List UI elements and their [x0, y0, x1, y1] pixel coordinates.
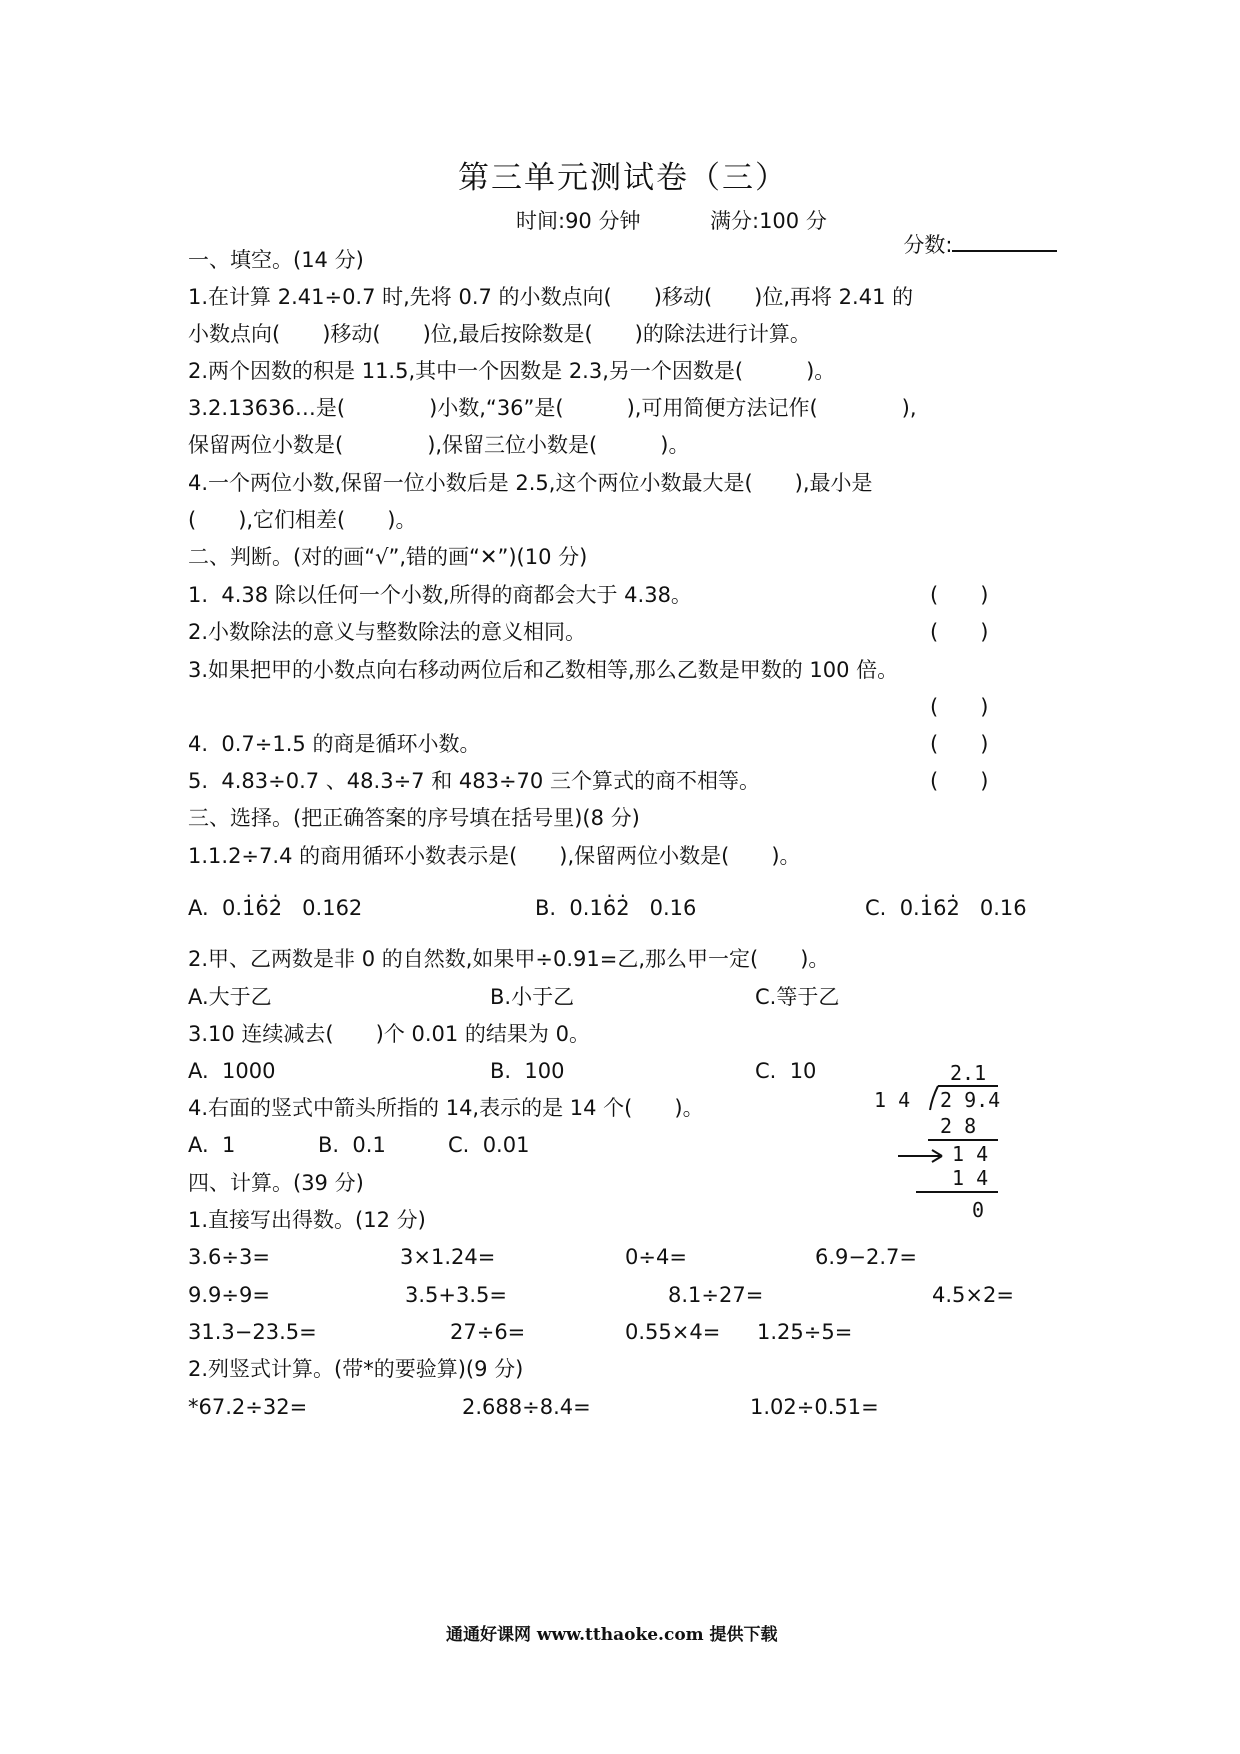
division-divisor: 1 4 — [874, 1088, 911, 1112]
page-title: 第三单元测试卷（三） — [458, 160, 788, 196]
calc-r1-c1: 3.6÷3= — [188, 1245, 270, 1269]
judge-paren-4: ( ) — [930, 732, 989, 756]
calc-r2-c1: 9.9÷9= — [188, 1283, 270, 1307]
choice-q1-a: A. 0.1̇6̇2̇ 0.162 — [188, 896, 363, 920]
calc-r1-c4: 6.9−2.7= — [815, 1245, 917, 1269]
calc-r4-c1: *67.2÷32= — [188, 1395, 308, 1419]
score-label-text: 分数: — [903, 233, 953, 257]
choice-q4-c: C. 0.01 — [448, 1133, 530, 1157]
division-step-1: 2 8 — [940, 1114, 977, 1138]
exam-time: 时间:90 分钟 — [516, 209, 641, 233]
calc-r2-c4: 4.5×2= — [932, 1283, 1014, 1307]
judge-item-5: 5. 4.83÷0.7 、48.3÷7 和 483÷70 三个算式的商不相等。 — [188, 769, 760, 793]
judge-paren-1: ( ) — [930, 583, 989, 607]
score-blank — [952, 232, 1057, 252]
s1-line-2: 小数点向( )移动( )位,最后按除数是( )的除法进行计算。 — [188, 322, 811, 346]
long-division-figure — [870, 1060, 1010, 1220]
choice-q2-a: A.大于乙 — [188, 985, 272, 1009]
choice-q4-a: A. 1 — [188, 1133, 236, 1157]
judge-paren-3: ( ) — [930, 695, 989, 719]
calc-sub-1: 1.直接写出得数。(12 分) — [188, 1208, 426, 1232]
s1-line-6: 4.一个两位小数,保留一位小数后是 2.5,这个两位小数最大是( ),最小是 — [188, 471, 873, 495]
calc-r3-c1: 31.3−23.5= — [188, 1320, 317, 1344]
division-bracket — [930, 1086, 938, 1110]
division-quotient: 2.1 — [950, 1061, 987, 1085]
s1-line-4: 3.2.13636…是( )小数,“36”是( ),可用简便方法记作( ), — [188, 396, 917, 420]
division-dividend: 2 9.4 — [940, 1088, 1001, 1112]
division-remainder: 0 — [972, 1198, 985, 1220]
calc-r1-c3: 0÷4= — [625, 1245, 687, 1269]
choice-q2: 2.甲、乙两数是非 0 的自然数,如果甲÷0.91=乙,那么甲一定( )。 — [188, 947, 830, 971]
choice-q2-b: B.小于乙 — [490, 985, 575, 1009]
full-score: 满分:100 分 — [710, 209, 827, 233]
s1-line-5: 保留两位小数是( ),保留三位小数是( )。 — [188, 433, 690, 457]
choice-q3-b: B. 100 — [490, 1059, 565, 1083]
section-4-heading: 四、计算。(39 分) — [188, 1171, 364, 1195]
calc-r2-c2: 3.5+3.5= — [405, 1283, 507, 1307]
judge-paren-2: ( ) — [930, 620, 989, 644]
calc-r3-c3: 0.55×4= — [625, 1320, 721, 1344]
judge-paren-5: ( ) — [930, 769, 989, 793]
score-label — [890, 211, 1057, 256]
choice-q3-a: A. 1000 — [188, 1059, 276, 1083]
choice-q4: 4.右面的竖式中箭头所指的 14,表示的是 14 个( )。 — [188, 1096, 704, 1120]
s1-line-7: ( ),它们相差( )。 — [188, 508, 417, 532]
choice-q1-b: B. 0.16̇2̇ 0.16 — [535, 896, 697, 920]
s1-line-3: 2.两个因数的积是 11.5,其中一个因数是 2.3,另一个因数是( )。 — [188, 359, 836, 383]
choice-q3-c: C. 10 — [755, 1059, 817, 1083]
judge-item-1: 1. 4.38 除以任何一个小数,所得的商都会大于 4.38。 — [188, 583, 692, 607]
calc-r3-c4: 1.25÷5= — [757, 1320, 853, 1344]
section-2-heading: 二、判断。(对的画“√”,错的画“✕”)(10 分) — [188, 545, 588, 569]
s1-line-1: 1.在计算 2.41÷0.7 时,先将 0.7 的小数点向( )移动( )位,再将 2.41 的 — [188, 285, 914, 309]
calc-sub-2: 2.列竖式计算。(带*的要验算)(9 分) — [188, 1357, 524, 1381]
footer-credit: 通通好课网 www.tthaoke.com 提供下载 — [446, 1625, 778, 1645]
calc-r1-c2: 3×1.24= — [400, 1245, 496, 1269]
division-step-2: 1 4 — [952, 1142, 989, 1166]
choice-q4-b: B. 0.1 — [318, 1133, 386, 1157]
section-1-heading: 一、填空。(14 分) — [188, 248, 364, 272]
judge-item-4: 4. 0.7÷1.5 的商是循环小数。 — [188, 732, 481, 756]
choice-q1: 1.1.2÷7.4 的商用循环小数表示是( ),保留两位小数是( )。 — [188, 844, 801, 868]
choice-q1-c: C. 0.1̇62̇ 0.16 — [865, 896, 1027, 920]
calc-r3-c2: 27÷6= — [450, 1320, 526, 1344]
judge-item-2: 2.小数除法的意义与整数除法的意义相同。 — [188, 620, 587, 644]
calc-r2-c3: 8.1÷27= — [668, 1283, 764, 1307]
choice-q3: 3.10 连续减去( )个 0.01 的结果为 0。 — [188, 1022, 590, 1046]
calc-r4-c2: 2.688÷8.4= — [462, 1395, 591, 1419]
calc-r4-c3: 1.02÷0.51= — [750, 1395, 879, 1419]
choice-q2-c: C.等于乙 — [755, 985, 840, 1009]
judge-item-3: 3.如果把甲的小数点向右移动两位后和乙数相等,那么乙数是甲数的 100 倍。 — [188, 658, 899, 682]
section-3-heading: 三、选择。(把正确答案的序号填在括号里)(8 分) — [188, 806, 640, 830]
division-step-3: 1 4 — [952, 1166, 989, 1190]
